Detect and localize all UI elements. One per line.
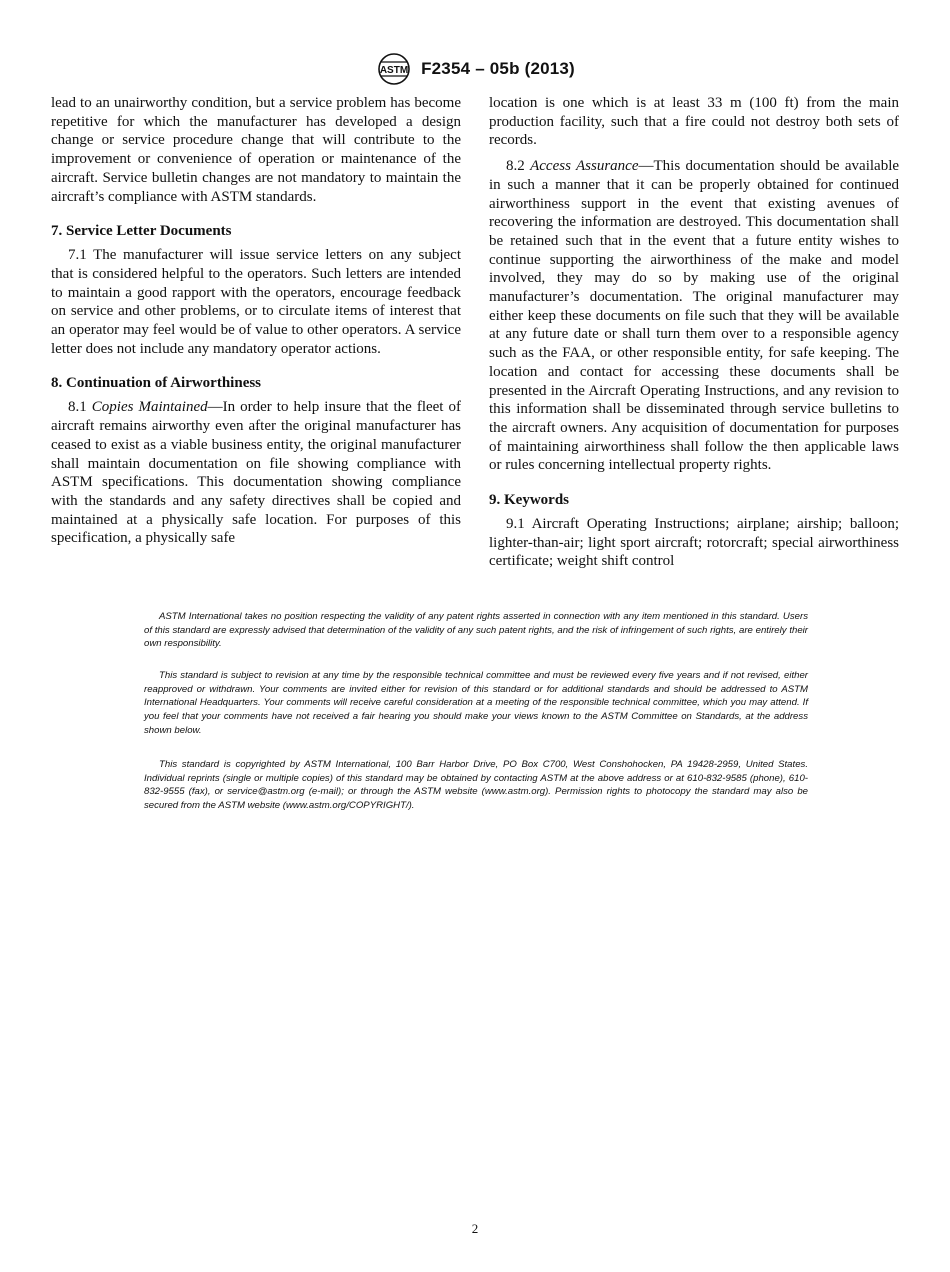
patent-notice-text: ASTM International takes no position respecting the validity of any patent rights asserted in connection with any item mentioned in this standard. Users of this standard are expressly advised that determination of the validity of any such patent rights, and the risk of infringement of such rights, are entirely their own responsibility. [144,611,808,650]
page-number: 2 [471,1221,479,1236]
page-header [0,52,950,86]
right-column [489,94,899,571]
paragraph-8-2 [489,157,899,475]
paragraph-9-1: 9.1 Aircraft Operating Instructions; airplane; airship; balloon; lighter-than-air; light sport aircraft; rotorcraft; special airworthiness certificate; weight shift control [489,516,899,570]
paragraph-8-1-title: Copies Maintained [91,399,208,416]
patent-notice [144,610,808,651]
paragraph-8-2-text: —This documentation should be available in such a manner that it can be properly obtained for continued airworthiness support in the event that existing avenues of recovering the information are destroyed. This documentation shall be retained such that in the event that a future entity wishes to continue supporting the airworthiness of the make and model involved, they may do so by making use of the original manufacturer’s documentation. The original manufacturer may either keep these documents on file such that they will be available at any future date or shall turn them over to a responsible agency such as the FAA, or other responsible entity, for safe keeping. The location and contact for accessing these documents shall be presented in the Aircraft Operating Instructions, and any revision to this information shall be disseminated through service bulletins to the aircraft owners. Any acquisition of documentation for purposes of maintaining airworthiness shall follow the then applicable laws or rules concerning intellectual property rights. [489,158,900,474]
svg-text:ASTM: ASTM [379,65,409,76]
paragraph-8-2-number: 8.2 [506,158,525,175]
revision-notice-text: This standard is subject to revision at any time by the responsible technical committee and must be reviewed every five years and if not revised, either reapproved or withdrawn. Your comments are invited either for revision of this standard or for additional standards and should be addressed to ASTM International Headquarters. Your comments will receive careful consideration at a meeting of the responsible technical committee, which you may attend. If you feel that your comments have not received a fair hearing you should make your views known to the ASTM Committee on Standards, at the address shown below. [144,670,808,736]
section-9-heading: 9. Keywords [489,492,569,509]
paragraph-7-1: 7.1 The manufacturer will issue service letters on any subject that is considered helpful to the operators. Such letters are intended to maintain a good rapport with the operators, encourage feedback on service and other problems, or to circulate items of interest that an operator may feel would be of value to other operators. A service letter does not include any mandatory operator actions. [51,247,461,357]
paragraph-8-1 [51,398,461,548]
paragraph-8-1-text: —In order to help insure that the fleet of aircraft remains airworthy even after the original manufacturer has ceased to exist as a viable business entity, the original manufacturer shall maintain documentation on file showing compliance with ASTM specifications. This documentation showing compliance with the standards and any safety directives shall be copied and maintained at a physically safe location. For purposes of this specification, a physically safe [51,399,461,547]
copyright-notice-text: This standard is copyrighted by ASTM International, 100 Barr Harbor Drive, PO Box C700, West Conshohocken, PA 19428-2959, United States. Individual reprints (single or multiple copies) of this standard may be obtained by contacting ASTM at the above address or at 610-832-9585 (phone), 610-832-9555 (fax), or service@astm.org (e-mail); or through the ASTM website (www.astm.org). Permission rights to photocopy the standard may also be secured from the ASTM website (www.astm.org/COPYRIGHT/). [144,759,808,812]
continued-paragraph: location is one which is at least 33 m (100 ft) from the main production facility, such that a fire could not destroy both sets of records. [489,95,899,149]
section-8-heading: 8. Continuation of Airworthiness [51,375,262,392]
paragraph-8-1-number: 8.1 [68,399,87,416]
standard-designation: F2354 – 05b (2013) [421,59,575,78]
left-column [51,94,461,548]
revision-notice [144,669,808,738]
continued-paragraph: lead to an unairworthy condition, but a service problem has become repetitive for which the manufacturer has developed a design change or service procedure change that will contribute to the improvement or convenience of operation or maintenance of the aircraft. Service bulletin changes are not mandatory to maintain the aircraft’s compliance with ASTM standards. [51,95,461,205]
paragraph-8-2-title: Access Assurance [530,158,639,175]
astm-logo-icon [375,52,413,86]
copyright-notice [144,758,808,813]
section-7-heading: 7. Service Letter Documents [51,223,232,240]
